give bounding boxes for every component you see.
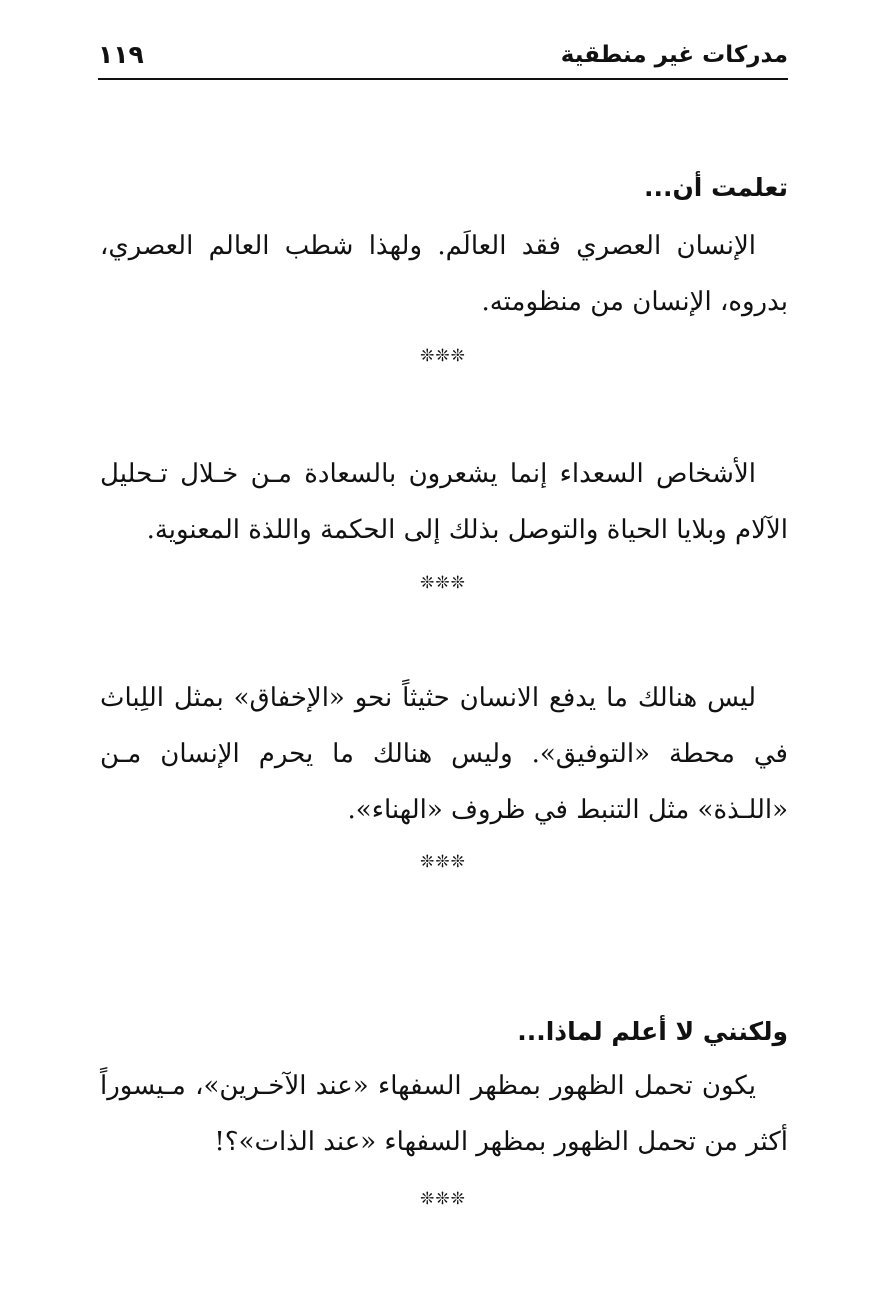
- section-1-body: [100, 218, 788, 330]
- ornament-separator: ❊❊❊: [420, 346, 466, 366]
- ornament-separator: ❊❊❊: [420, 573, 466, 593]
- paragraph: الأشخاص السعداء إنما يشعرون بالسعادة مـن خـلال تـحليل الآلام وبلايا الحياة والتوصل بذلك إلى الحكمة واللذة المعنوية.: [100, 459, 788, 545]
- section-4: [100, 1012, 788, 1052]
- section-2: [100, 446, 788, 558]
- section-1: [100, 168, 788, 208]
- section-4-body: [100, 1058, 788, 1170]
- paragraph: يكون تحمل الظهور بمظهر السفهاء «عند الآخـرين»، مـيسوراً أكثر من تحمل الظهور بمظهر السفهاء «عند الذات»؟!: [100, 1071, 788, 1157]
- section-heading: ولكنني لا أعلم لماذا...: [517, 1017, 788, 1046]
- ornament-separator: ❊❊❊: [420, 852, 466, 872]
- paragraph: الإنسان العصري فقد العالَم. ولهذا شطب العالم العصري، بدروه، الإنسان من منظومته.: [100, 231, 788, 317]
- header-rule: [98, 78, 788, 80]
- paragraph: ليس هنالك ما يدفع الانسان حثيثاً نحو «الإخفاق» بمثل اللِباث في محطة «التوفيق». وليس هنالك ما يحرم الإنسان مـن «اللـذة» مثل التنبط في ظروف «الهناء».: [100, 683, 788, 825]
- page-header: [98, 38, 788, 76]
- section-3: [100, 670, 788, 838]
- running-title: مدركات غير منطقية: [560, 42, 788, 68]
- section-heading: تعلمت أن...: [643, 173, 788, 202]
- ornament-separator: ❊❊❊: [420, 1189, 466, 1209]
- page-number: ١١٩: [98, 40, 144, 69]
